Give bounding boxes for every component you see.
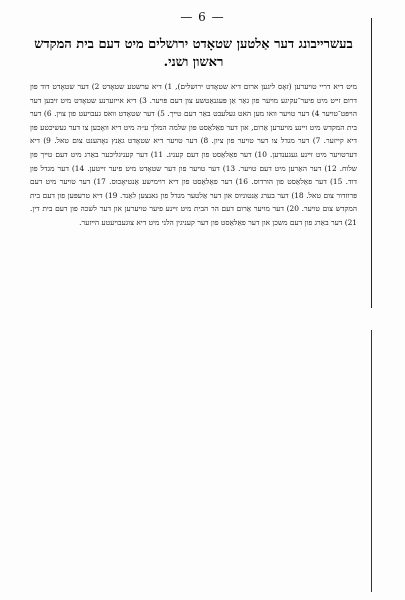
page-edge-line-lower xyxy=(371,330,372,592)
body-text xyxy=(30,80,357,380)
page-number: — 6 — xyxy=(180,10,225,24)
body-paragraph: מיט דיא דריי טױערען (זאָס ליגען ארום דיא שטאָדט ירושלים), 1) דיא ערשטע שטאָדט 2) דער שטאָדט דוד פון דרום זײט מיט פיער־עקיגע מױער פון גאַר אַן פּעגנאַטשע צון דעם פּױער. 3) דיא אייזערנע שטאָדט מיט זיבען דער הױפּט־טױער 4) דער טױער וואו מען האט געלעבט באַר דעם טײך. 5) דער שטאָדט וואס געבױעט פון צױן. 6) דער בית המקדש מיט זײנע מױערען אַרום, און דער פאַלאַסט פון שלמה המלך ע״ה מיט דיא וואָכען צו דער געשיכטע פון דיא קייזער. 7) דער מגדל צו דער טױער פון ציון. 8) דער טױער דיא שטאָדט גאַנץ נאָהענט צום טאל. 9) דיא דערטױער מיט זײנע געגענדען. 10) דער פאַלאַסט פון דעם קעניג. 11) דער קעניגליכער באַרג מיט דעם טײך פון שלוח. 12) דער האַרען מיט דעם טױער. 13) דער טױער פון דער שטאָדט מיט פיער זײטען. 14) דער מגדל פון דוד. 15) דער פאַלאַסט פון הורדוס. 16) דער פאַלאַסט פון דיא רוימישע אַנטיאָכוס. 17) דער טױער מיט דעם פּרוזדור צום טאל. 18) דער בערג אַנטוניוס און דער אַלטער מגדל פון גאנצען לאַנד. 19) דיא טרעפּען פון דעם בית המקדש צום טױער. 20) דער מויער אַרום דעם הר הבית מיט זײנע פיער טױערען און דער לשכה פון דעם בית דין. 21) דער באַרג פון דעם משכן און דער פאַלאַסט פון דער קעניגין הלני מיט דיא צוגעבױעטע הײזער. xyxy=(30,82,357,227)
page-edge-line xyxy=(371,18,372,308)
page-title: בעשרייבונג דער אַלטען שטאָדט ירושלים מיט דעם בית המקדש ראשון ושני. xyxy=(34,37,353,70)
